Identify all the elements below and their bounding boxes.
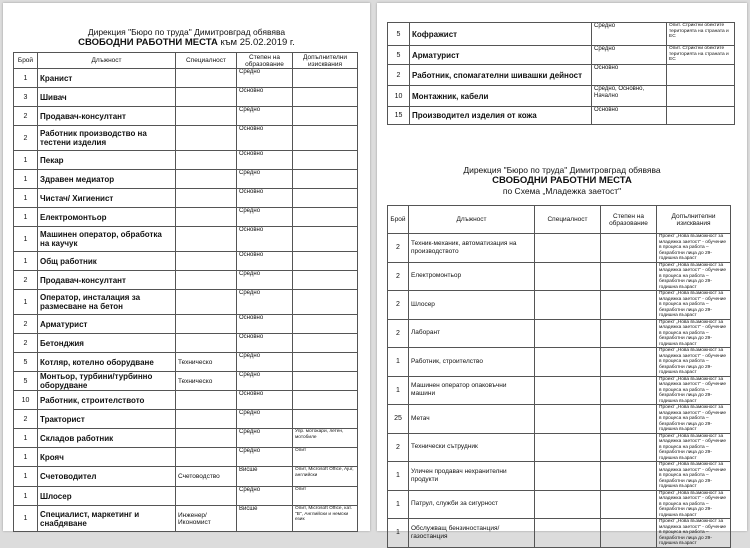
count-cell: 1 bbox=[14, 151, 38, 170]
specialty-cell bbox=[535, 376, 601, 405]
requirements-cell bbox=[667, 65, 735, 86]
position-cell: Работник, строителство bbox=[409, 348, 535, 377]
table-row bbox=[388, 348, 731, 377]
education-cell: Средно bbox=[237, 170, 293, 189]
education-cell: Средно bbox=[237, 69, 293, 88]
education-cell: Средно bbox=[592, 46, 667, 65]
count-cell: 2 bbox=[14, 126, 38, 151]
requirements-cell: Опит bbox=[293, 487, 358, 506]
position-cell: Работник, строителството bbox=[38, 391, 176, 410]
education-cell bbox=[601, 490, 657, 519]
specialty-cell: Счетоводство bbox=[176, 467, 237, 487]
table-row bbox=[388, 490, 731, 519]
position-cell: Арматурист bbox=[410, 46, 592, 65]
page-1-header bbox=[3, 27, 370, 48]
education-cell bbox=[601, 348, 657, 377]
education-cell: Основно bbox=[592, 107, 667, 125]
table-row bbox=[388, 291, 731, 320]
position-cell: Шлосер bbox=[38, 487, 176, 506]
requirements-cell bbox=[293, 151, 358, 170]
education-cell bbox=[601, 319, 657, 348]
count-cell: 25 bbox=[388, 405, 409, 434]
education-cell: Средно bbox=[237, 410, 293, 429]
table-row bbox=[388, 65, 735, 86]
column-header: Степен на образование bbox=[237, 53, 293, 69]
column-header: Допълнителни изисквания bbox=[293, 53, 358, 69]
requirements-cell bbox=[293, 126, 358, 151]
specialty-cell bbox=[535, 519, 601, 548]
table-row bbox=[388, 376, 731, 405]
specialty-cell bbox=[176, 170, 237, 189]
position-cell: Шлосер bbox=[409, 291, 535, 320]
requirements-cell bbox=[293, 107, 358, 126]
table-row bbox=[388, 107, 735, 125]
education-cell bbox=[601, 519, 657, 548]
requirements-cell: Проект „Нова възможност за младежка заетост“ - обучение в процеса на работа – безработни лица до 29-годишна възраст bbox=[657, 319, 731, 348]
requirements-cell: Проект „Нова възможност за младежка заетост“ - обучение в процеса на работа – безработни лица до 29-годишна възраст bbox=[657, 405, 731, 434]
specialty-cell bbox=[176, 69, 237, 88]
position-cell: Електромонтьор bbox=[409, 262, 535, 291]
requirements-cell: Проект „Нова възможност за младежка заетост“ - обучение в процеса на работа – безработни лица до 29-годишна възраст bbox=[657, 433, 731, 462]
table-row bbox=[14, 227, 358, 252]
requirements-cell: Проект „Нова възможност за младежка заетост“ - обучение в процеса на работа – безработни лица до 29-годишна възраст bbox=[657, 490, 731, 519]
education-cell: Основно bbox=[237, 126, 293, 151]
education-cell bbox=[601, 291, 657, 320]
table-row bbox=[14, 467, 358, 487]
education-cell bbox=[601, 234, 657, 263]
specialty-cell bbox=[176, 391, 237, 410]
specialty-cell bbox=[535, 490, 601, 519]
specialty-cell bbox=[176, 271, 237, 290]
table-row bbox=[388, 319, 731, 348]
count-cell: 1 bbox=[14, 467, 38, 487]
position-cell: Счетоводител bbox=[38, 467, 176, 487]
requirements-cell: Проект „Нова възможност за младежка заетост“ - обучение в процеса на работа – безработни лица до 29-годишна възраст bbox=[657, 348, 731, 377]
count-cell: 2 bbox=[388, 234, 409, 263]
column-header: Брой bbox=[388, 206, 409, 234]
table-row bbox=[14, 487, 358, 506]
header-agency-line: Дирекция "Бюро по труда" Димитровград обявява bbox=[87, 27, 286, 37]
table-row bbox=[14, 107, 358, 126]
education-cell: Основно bbox=[237, 189, 293, 208]
specialty-cell bbox=[176, 252, 237, 271]
position-cell: Продавач-консултант bbox=[38, 271, 176, 290]
specialty-cell: Техническо bbox=[176, 353, 237, 372]
education-cell: Висше bbox=[237, 506, 293, 532]
requirements-cell bbox=[293, 271, 358, 290]
position-cell: Лаборант bbox=[409, 319, 535, 348]
position-cell: Продавач-консултант bbox=[38, 107, 176, 126]
count-cell: 1 bbox=[388, 462, 409, 491]
table-row bbox=[14, 372, 358, 391]
requirements-cell: Проект „Нова възможност за младежка заетост“ - обучение в процеса на работа – безработни лица до 29-годишна възраст bbox=[657, 234, 731, 263]
page-1 bbox=[3, 3, 370, 531]
requirements-cell bbox=[293, 290, 358, 315]
education-cell: Средно bbox=[237, 290, 293, 315]
requirements-cell: Опит. Стриктни обектите територията на страната и ЕС bbox=[667, 46, 735, 65]
requirements-cell bbox=[293, 88, 358, 107]
requirements-cell bbox=[293, 372, 358, 391]
table-row bbox=[14, 506, 358, 532]
requirements-cell: Проект „Нова възможност за младежка заетост“ - обучение в процеса на работа – безработни лица до 29-годишна възраст bbox=[657, 376, 731, 405]
count-cell: 1 bbox=[14, 69, 38, 88]
count-cell: 5 bbox=[14, 353, 38, 372]
count-cell: 5 bbox=[388, 46, 410, 65]
specialty-cell bbox=[535, 462, 601, 491]
position-cell: Патрул, служби за сигурност bbox=[409, 490, 535, 519]
count-cell: 2 bbox=[388, 319, 409, 348]
position-cell: Специалист, маркетинг и снабдяване bbox=[38, 506, 176, 532]
table-row bbox=[14, 315, 358, 334]
count-cell: 2 bbox=[14, 334, 38, 353]
position-cell: Здравен медиатор bbox=[38, 170, 176, 189]
specialty-cell bbox=[176, 151, 237, 170]
position-cell: Електромонтьор bbox=[38, 208, 176, 227]
count-cell: 2 bbox=[388, 262, 409, 291]
education-cell: Основно bbox=[592, 65, 667, 86]
column-header: Специалност bbox=[535, 206, 601, 234]
education-cell: Основно bbox=[237, 227, 293, 252]
page-2 bbox=[377, 3, 747, 546]
position-cell: Работник, спомагателни шивашки дейност bbox=[410, 65, 592, 86]
position-cell: Метач bbox=[409, 405, 535, 434]
table-row bbox=[14, 88, 358, 107]
education-cell: Средно bbox=[237, 271, 293, 290]
table-row bbox=[14, 126, 358, 151]
position-cell: Техник-механик, автоматизация на производството bbox=[409, 234, 535, 263]
position-cell: Арматурист bbox=[38, 315, 176, 334]
specialty-cell: Техническо bbox=[176, 372, 237, 391]
table-row bbox=[14, 391, 358, 410]
header-title: СВОБОДНИ РАБОТНИ МЕСТА към 25.02.2019 г. bbox=[78, 37, 295, 48]
count-cell: 1 bbox=[14, 189, 38, 208]
requirements-cell: Опит, Microsoft Office, кат. "В", Английски и немски език bbox=[293, 506, 358, 532]
specialty-cell bbox=[176, 487, 237, 506]
position-cell: Кранист bbox=[38, 69, 176, 88]
position-cell: Котляр, котелно оборудване bbox=[38, 353, 176, 372]
education-cell: Основно bbox=[237, 391, 293, 410]
education-cell: Средно bbox=[237, 208, 293, 227]
table-row bbox=[14, 410, 358, 429]
count-cell: 2 bbox=[388, 291, 409, 320]
column-header: Допълнителни изисквания bbox=[657, 206, 731, 234]
education-cell bbox=[601, 376, 657, 405]
page-2-header bbox=[377, 165, 747, 196]
specialty-cell bbox=[176, 126, 237, 151]
table-row bbox=[14, 151, 358, 170]
count-cell: 1 bbox=[14, 487, 38, 506]
specialty-cell bbox=[176, 429, 237, 448]
requirements-cell bbox=[293, 410, 358, 429]
count-cell: 5 bbox=[388, 23, 410, 46]
requirements-cell bbox=[293, 208, 358, 227]
count-cell: 2 bbox=[388, 65, 410, 86]
specialty-cell bbox=[176, 334, 237, 353]
position-cell: Производител изделия от кожа bbox=[410, 107, 592, 125]
education-cell: Средно bbox=[592, 23, 667, 46]
requirements-cell bbox=[293, 170, 358, 189]
table-row bbox=[14, 271, 358, 290]
table-row bbox=[14, 208, 358, 227]
table-row bbox=[388, 262, 731, 291]
count-cell: 15 bbox=[388, 107, 410, 125]
column-header: Специалност bbox=[176, 53, 237, 69]
count-cell: 2 bbox=[388, 433, 409, 462]
position-cell: Монтьор, турбини/турбинно оборудване bbox=[38, 372, 176, 391]
requirements-cell bbox=[667, 107, 735, 125]
specialty-cell bbox=[535, 291, 601, 320]
education-cell: Средно bbox=[237, 429, 293, 448]
specialty-cell bbox=[535, 262, 601, 291]
education-cell: Основно bbox=[237, 151, 293, 170]
specialty-cell bbox=[176, 88, 237, 107]
education-cell bbox=[601, 262, 657, 291]
count-cell: 2 bbox=[14, 271, 38, 290]
position-cell: Складов работник bbox=[38, 429, 176, 448]
requirements-cell bbox=[293, 334, 358, 353]
vacancies-table-continued bbox=[387, 22, 735, 125]
column-header: Длъжност bbox=[38, 53, 176, 69]
count-cell: 1 bbox=[14, 290, 38, 315]
column-header: Длъжност bbox=[409, 206, 535, 234]
requirements-cell bbox=[667, 86, 735, 107]
table-row bbox=[388, 519, 731, 548]
count-cell: 2 bbox=[14, 410, 38, 429]
count-cell: 10 bbox=[14, 391, 38, 410]
requirements-cell bbox=[293, 315, 358, 334]
requirements-cell bbox=[293, 69, 358, 88]
header-date: към 25.02.2019 г. bbox=[217, 37, 295, 48]
specialty-cell bbox=[176, 290, 237, 315]
specialty-cell bbox=[176, 448, 237, 467]
count-cell: 1 bbox=[14, 170, 38, 189]
position-cell: Уличен продавач нехранителни продукти bbox=[409, 462, 535, 491]
vacancies-table-1 bbox=[13, 52, 358, 532]
table-row bbox=[388, 86, 735, 107]
table-row bbox=[14, 429, 358, 448]
specialty-cell bbox=[176, 227, 237, 252]
table-row bbox=[14, 69, 358, 88]
count-cell: 10 bbox=[388, 86, 410, 107]
education-cell: Средно, Основно, Начално bbox=[592, 86, 667, 107]
position-cell: Общ работник bbox=[38, 252, 176, 271]
specialty-cell bbox=[176, 208, 237, 227]
column-header: Брой bbox=[14, 53, 38, 69]
requirements-cell: Проект „Нова възможност за младежка заетост“ - обучение в процеса на работа – безработни лица до 29-годишна възраст bbox=[657, 262, 731, 291]
requirements-cell bbox=[293, 353, 358, 372]
column-header: Степен на образование bbox=[601, 206, 657, 234]
education-cell: Основно bbox=[237, 88, 293, 107]
table-row bbox=[14, 170, 358, 189]
position-cell: Крояч bbox=[38, 448, 176, 467]
table-row bbox=[14, 290, 358, 315]
position-cell: Обслужващ бензиностанция/газостанция bbox=[409, 519, 535, 548]
education-cell bbox=[601, 405, 657, 434]
requirements-cell: Проект „Нова възможност за младежка заетост“ - обучение в процеса на работа – безработни лица до 29-годишна възраст bbox=[657, 462, 731, 491]
specialty-cell bbox=[535, 234, 601, 263]
requirements-cell: Проект „Нова възможност за младежка заетост“ - обучение в процеса на работа – безработни лица до 29-годишна възраст bbox=[657, 519, 731, 548]
specialty-cell bbox=[176, 315, 237, 334]
specialty-cell bbox=[176, 107, 237, 126]
position-cell: Оператор, инсталация за размесване на бетон bbox=[38, 290, 176, 315]
requirements-cell: Опит bbox=[293, 448, 358, 467]
table-row bbox=[388, 23, 735, 46]
count-cell: 1 bbox=[388, 519, 409, 548]
requirements-cell bbox=[293, 227, 358, 252]
requirements-cell: Упр. мотокари, летен, мотобиле bbox=[293, 429, 358, 448]
count-cell: 1 bbox=[14, 208, 38, 227]
education-cell: Основно bbox=[237, 334, 293, 353]
header-title: СВОБОДНИ РАБОТНИ МЕСТА bbox=[492, 175, 632, 186]
table-row bbox=[14, 252, 358, 271]
table-row bbox=[14, 353, 358, 372]
table-row bbox=[388, 46, 735, 65]
education-cell: Средно bbox=[237, 372, 293, 391]
count-cell: 1 bbox=[14, 429, 38, 448]
education-cell bbox=[601, 433, 657, 462]
position-cell: Технически сътрудник bbox=[409, 433, 535, 462]
education-cell: Средно bbox=[237, 353, 293, 372]
specialty-cell bbox=[535, 405, 601, 434]
position-cell: Шивач bbox=[38, 88, 176, 107]
header-scheme: по Схема „Младежка заетост" bbox=[502, 186, 622, 196]
table-row bbox=[14, 334, 358, 353]
table-row bbox=[388, 462, 731, 491]
count-cell: 1 bbox=[388, 348, 409, 377]
table-row bbox=[388, 405, 731, 434]
position-cell: Пекар bbox=[38, 151, 176, 170]
education-cell: Средно bbox=[237, 107, 293, 126]
position-cell: Чистач/ Хигиенист bbox=[38, 189, 176, 208]
specialty-cell: Инженер/ Икономист bbox=[176, 506, 237, 532]
position-cell: Бетонджия bbox=[38, 334, 176, 353]
count-cell: 2 bbox=[14, 315, 38, 334]
specialty-cell bbox=[535, 348, 601, 377]
requirements-cell bbox=[293, 189, 358, 208]
position-cell: Кофражист bbox=[410, 23, 592, 46]
header-agency-line: Дирекция "Бюро по труда" Димитровград обявява bbox=[463, 165, 661, 175]
count-cell: 1 bbox=[14, 448, 38, 467]
specialty-cell bbox=[535, 319, 601, 348]
position-cell: Монтажник, кабели bbox=[410, 86, 592, 107]
education-cell: Основно bbox=[237, 315, 293, 334]
count-cell: 5 bbox=[14, 372, 38, 391]
count-cell: 1 bbox=[388, 376, 409, 405]
requirements-cell: Опит. Стриктни обектите територията на страната и ЕС bbox=[667, 23, 735, 46]
requirements-cell: Опит, Microsoft Office, Ajur, английски bbox=[293, 467, 358, 487]
specialty-cell bbox=[535, 433, 601, 462]
specialty-cell bbox=[176, 410, 237, 429]
education-cell bbox=[601, 462, 657, 491]
education-cell: Основно bbox=[237, 252, 293, 271]
count-cell: 1 bbox=[14, 252, 38, 271]
count-cell: 1 bbox=[388, 490, 409, 519]
table-row bbox=[388, 433, 731, 462]
education-cell: Средно bbox=[237, 487, 293, 506]
count-cell: 3 bbox=[14, 88, 38, 107]
youth-vacancies-table bbox=[387, 205, 731, 548]
table-row bbox=[14, 448, 358, 467]
count-cell: 1 bbox=[14, 227, 38, 252]
education-cell: Висше bbox=[237, 467, 293, 487]
position-cell: Тракторист bbox=[38, 410, 176, 429]
requirements-cell: Проект „Нова възможност за младежка заетост“ - обучение в процеса на работа – безработни лица до 29-годишна възраст bbox=[657, 291, 731, 320]
education-cell: Средно bbox=[237, 448, 293, 467]
requirements-cell bbox=[293, 252, 358, 271]
position-cell: Машинен оператор опаковъчни машини bbox=[409, 376, 535, 405]
table-row bbox=[14, 189, 358, 208]
specialty-cell bbox=[176, 189, 237, 208]
count-cell: 1 bbox=[14, 506, 38, 532]
requirements-cell bbox=[293, 391, 358, 410]
table-row bbox=[388, 234, 731, 263]
position-cell: Машинен оператор, обработка на каучук bbox=[38, 227, 176, 252]
position-cell: Работник производство на тестени изделия bbox=[38, 126, 176, 151]
count-cell: 2 bbox=[14, 107, 38, 126]
